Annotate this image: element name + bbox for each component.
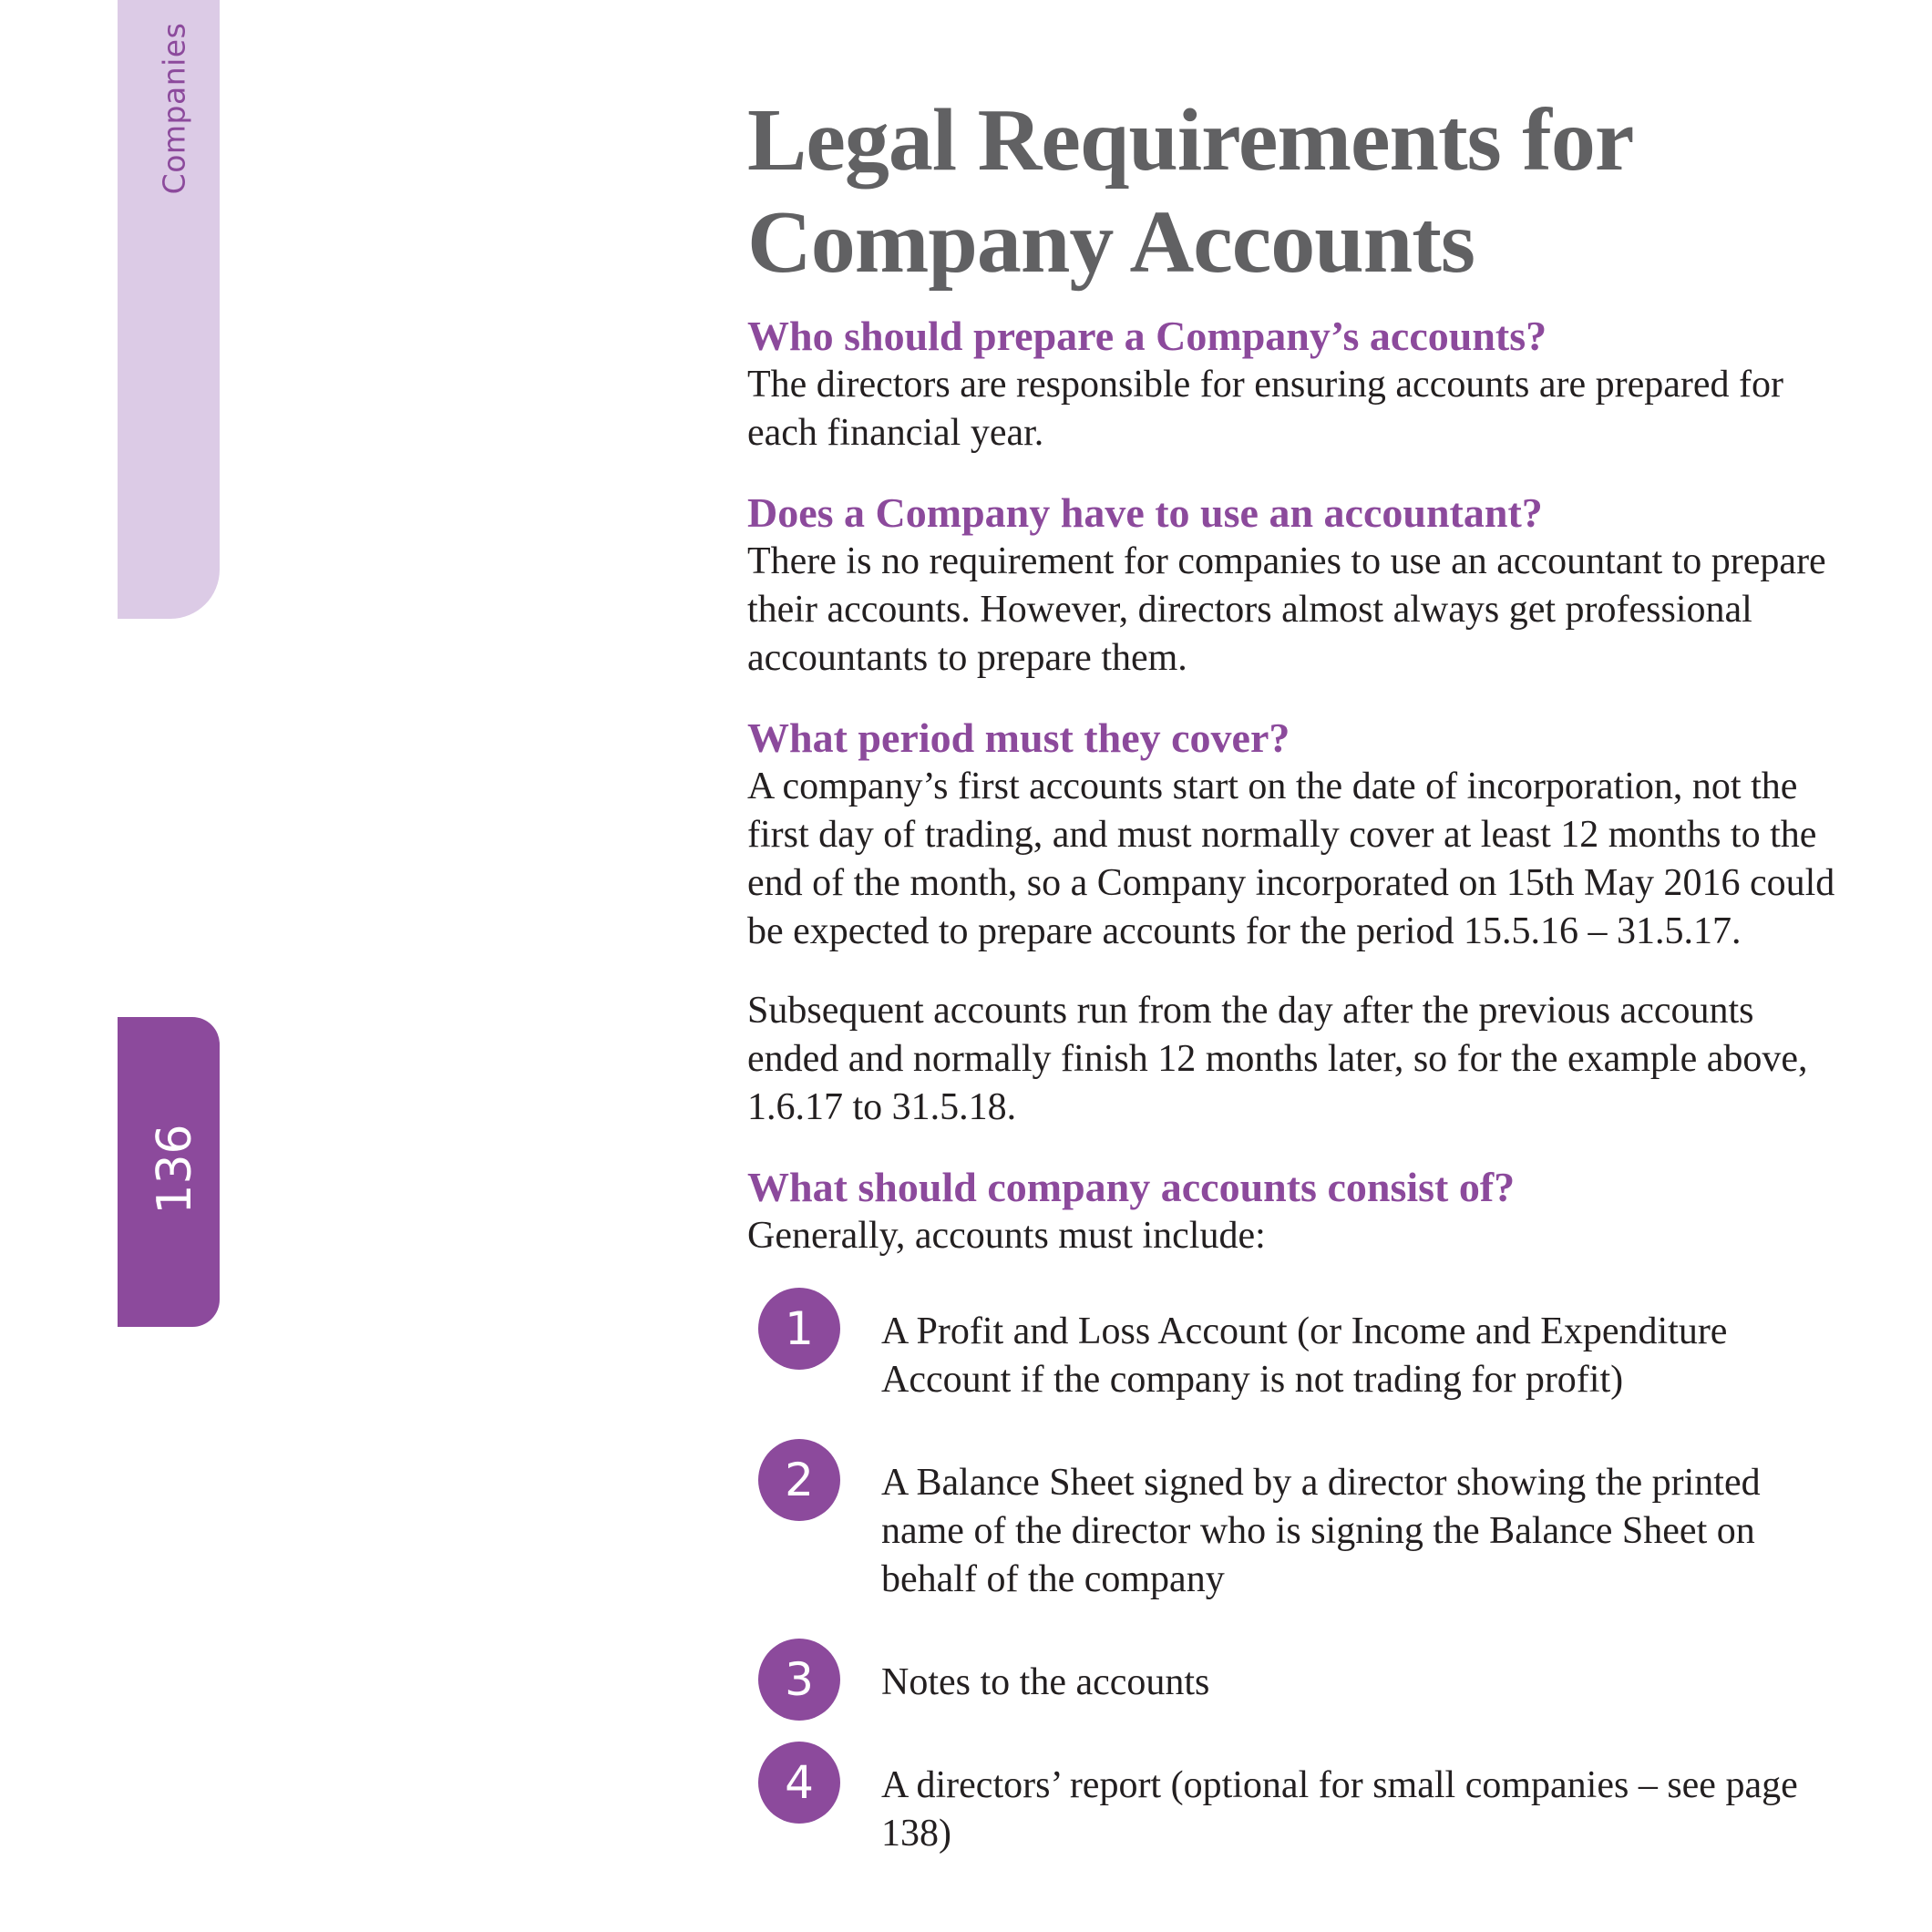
list-item-text: A Profit and Loss Account (or Income and Expenditure Account if the company is not trading for profit)	[881, 1310, 1728, 1401]
list-item	[747, 1742, 1841, 1858]
section-heading: Who should prepare a Company’s accounts?	[747, 313, 1547, 359]
section-period	[747, 714, 1841, 1132]
section-consist-of	[747, 1163, 1841, 1260]
number-badge: 1	[758, 1288, 840, 1370]
number-badge: 4	[758, 1742, 840, 1824]
page-content	[747, 89, 1841, 1893]
list-item-text: A Balance Sheet signed by a director showing the printed name of the director who is signing the Balance Sheet on behalf of the company	[881, 1462, 1761, 1600]
accounts-requirements-list	[747, 1288, 1841, 1858]
section-paragraph: Generally, accounts must include:	[747, 1215, 1266, 1257]
page-title-line-2: Company Accounts	[747, 193, 1475, 292]
section-heading: What period must they cover?	[747, 714, 1290, 761]
page-title	[747, 89, 1841, 293]
section-paragraph: The directors are responsible for ensuring accounts are prepared for each financial year.	[747, 364, 1783, 454]
section-paragraph: There is no requirement for companies to use an accountant to prepare their accounts. However, directors almost always get professional accountants to prepare them.	[747, 540, 1826, 679]
page-title-line-1: Legal Requirements for	[747, 91, 1634, 190]
list-item	[747, 1639, 1841, 1707]
list-item	[747, 1288, 1841, 1404]
section-paragraph: A company’s first accounts start on the date of incorporation, not the first day of trading, and must normally cover at least 12 months to the end of the month, so a Company incorporated on 15th May 2016 could be expected to prepare accounts for the period 15.5.16 – 31.5.17.	[747, 766, 1835, 952]
section-heading: What should company accounts consist of?	[747, 1164, 1516, 1210]
section-who-prepares	[747, 312, 1841, 457]
list-item-text: A directors’ report (optional for small companies – see page 138)	[881, 1764, 1798, 1855]
list-item	[747, 1439, 1841, 1604]
list-item-text: Notes to the accounts	[881, 1661, 1210, 1703]
section-heading: Does a Company have to use an accountant?	[747, 489, 1543, 536]
section-accountant	[747, 488, 1841, 683]
section-tab-label: Companies	[156, 22, 192, 195]
page-number: 136	[148, 1124, 202, 1215]
number-badge: 2	[758, 1439, 840, 1521]
section-paragraph: Subsequent accounts run from the day after the previous accounts ended and normally finish 12 months later, so for the example above, 1.6.17 to 31.5.18.	[747, 990, 1808, 1128]
number-badge: 3	[758, 1639, 840, 1721]
